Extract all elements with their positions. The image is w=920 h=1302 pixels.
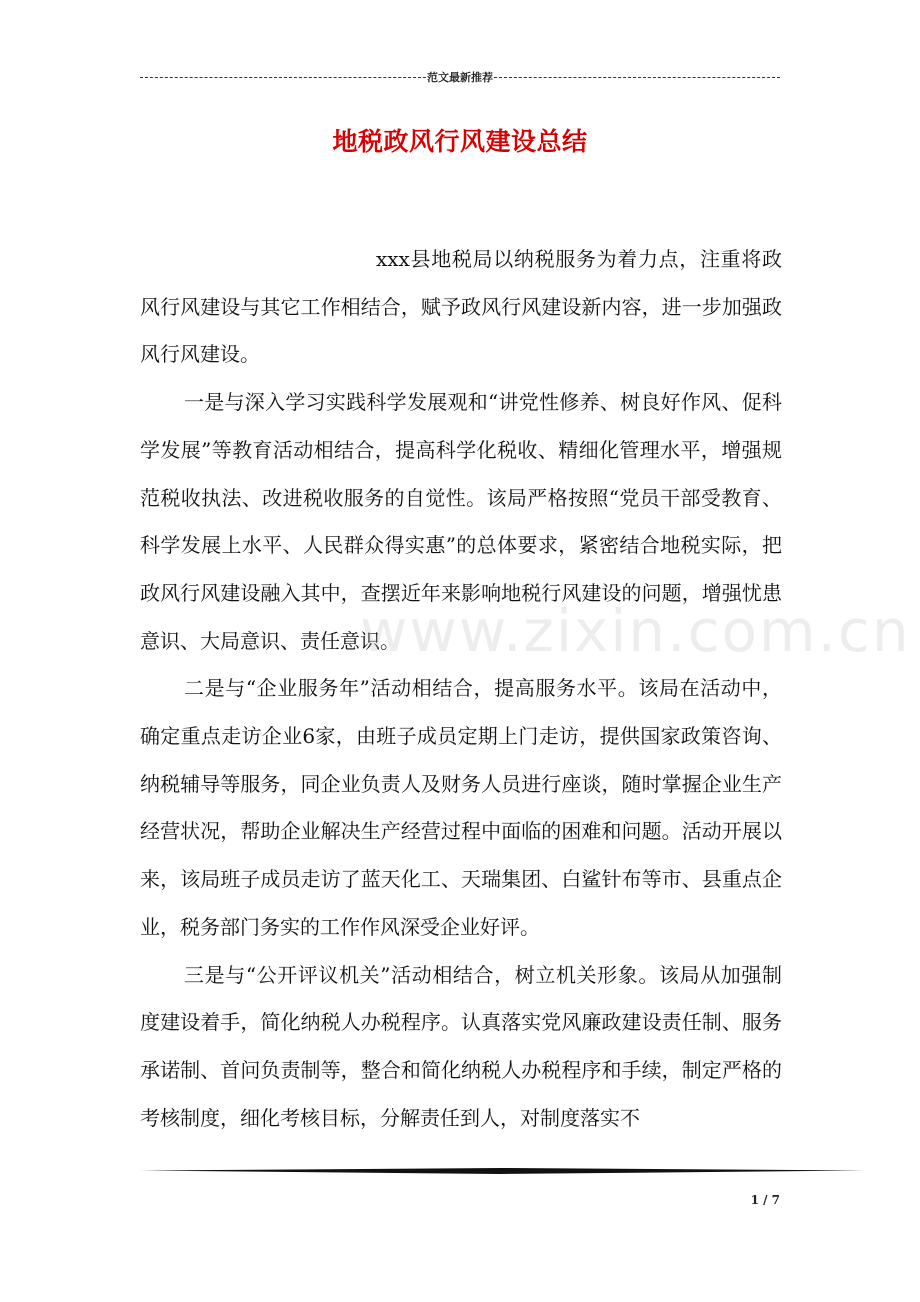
watermark: www.zixin.com.cn <box>360 597 911 665</box>
page-number: 1 / 7 <box>750 1193 780 1207</box>
paragraph-two: 二是与“企业服务年”活动相结合，提高服务水平。该局在活动中，确定重点走访企业6家，由班子成员定期上门走访，提供国家政策咨询、纳税辅导等服务，同企业负责人及财务人员进行座谈，随时掌握企业生产经营状况，帮助企业解决生产经营过程中面临的困难和问题。活动开展以来，该局班子成员走访了蓝天化工、天瑞集团、白鲨针布等市、县重点企业，税务部门务实的工作作风深受企业好评。 <box>140 676 782 939</box>
paragraph-three: 三是与“公开评议机关”活动相结合，树立机关形象。该局从加强制度建设着手，简化纳税人办税程序。认真落实党风廉政建设责任制、服务承诺制、首问负责制等，整合和简化纳税人办税程序和手续，制定严格的考核制度，细化考核目标，分解责任到人，对制度落实不 <box>140 962 782 1130</box>
document-body <box>140 236 782 1142</box>
document-title: 地税政风行风建设总结 <box>332 127 588 156</box>
paragraph-one: 一是与深入学习实践科学发展观和“讲党性修养、树良好作风、促科学发展”等教育活动相结合，提高科学化税收、精细化管理水平，增强规范税收执法、改进税收服务的自觉性。该局严格按照“党员干部受教育、科学发展上水平、人民群众得实惠”的总体要求，紧密结合地税实际，把政风行风建设融入其中，查摆近年来影响地税行风建设的问题，增强忧患意识、大局意识、责任意识。 <box>140 390 782 653</box>
header-dash-left <box>140 77 426 78</box>
header-dash-right <box>494 77 780 78</box>
footer-rule <box>140 1168 864 1174</box>
header-label: 范文最新推荐 <box>427 72 493 84</box>
paragraph-intro: xxx县地税局以纳税服务为着力点，注重将政风行风建设与其它工作相结合，赋予政风行风建设新内容，进一步加强政风行风建设。 <box>140 247 782 367</box>
page-header <box>140 69 780 85</box>
